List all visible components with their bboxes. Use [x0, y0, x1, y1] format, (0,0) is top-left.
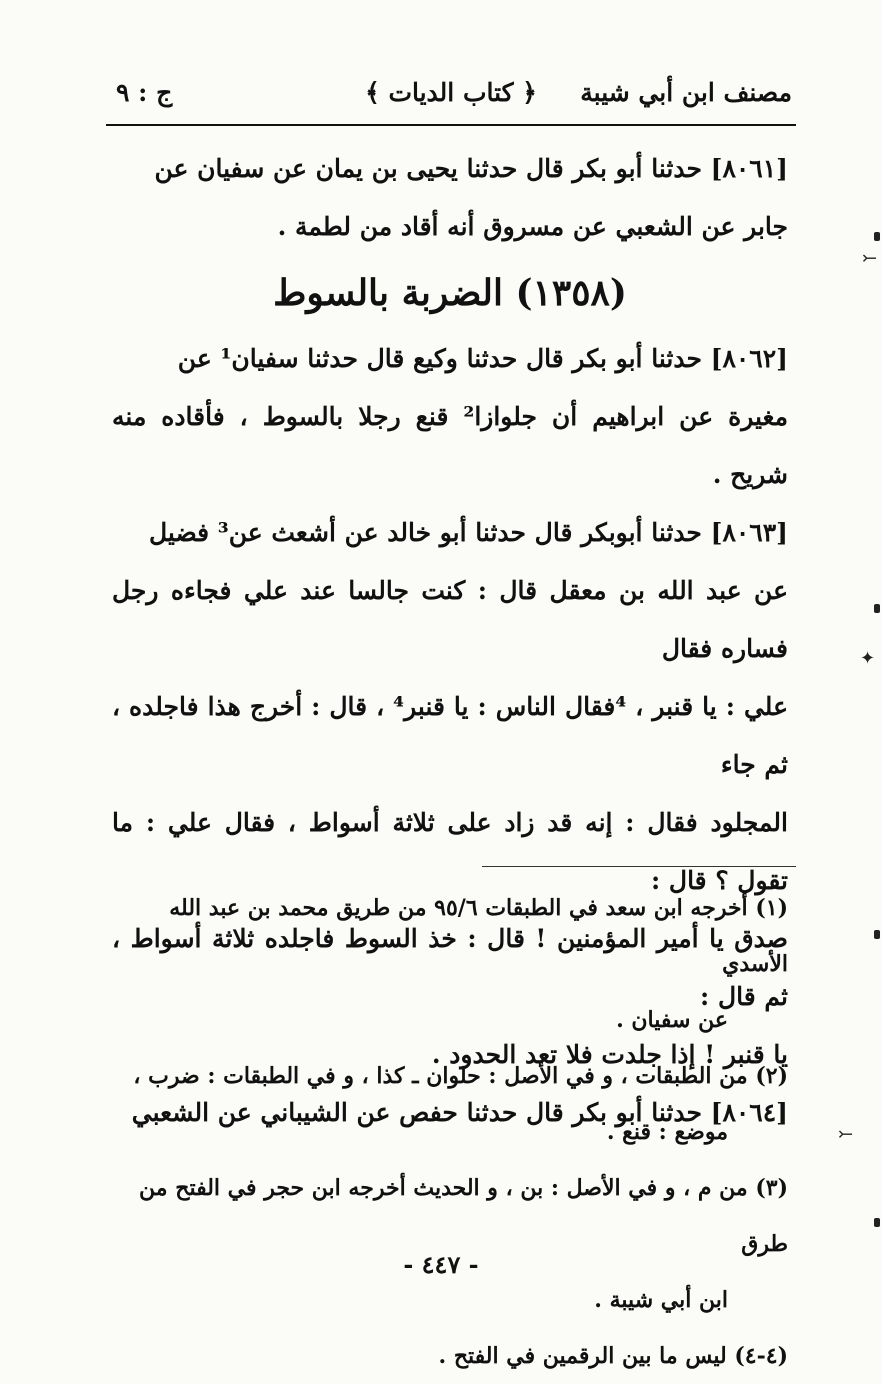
- hadith-8061-line: [٨٠٦١] حدثنا أبو بكر قال حدثنا يحيى بن يمان عن سفيان عن: [154, 154, 788, 183]
- scan-speck-icon: ⤚: [862, 248, 878, 269]
- book-title: مصنف ابن أبي شيبة: [580, 78, 792, 107]
- chapter-title: ﴿ كتاب الديات ﴾: [365, 78, 537, 107]
- hadith-8062-line: [٨٠٦٢] حدثنا أبو بكر قال حدثنا وكيع قال حدثنا سفيان¹ عن: [177, 344, 788, 373]
- footnote-4: (٤-٤) ليس ما بين الرقمين في الفتح .: [438, 1343, 788, 1369]
- footnote-3: (٣) من م ، و في الأصل : بن ، و الحديث أخرجه ابن حجر في الفتح من طرق: [139, 1175, 788, 1257]
- footnote-3-continuation: ابن أبي شيبة .: [594, 1287, 728, 1313]
- footnote-2-continuation: موضع : قنع .: [606, 1119, 728, 1145]
- header-rule: [106, 124, 796, 126]
- scan-speck-icon: ⤚: [838, 1124, 854, 1145]
- footnote-rule: [482, 866, 796, 867]
- hadith-8063-line: [٨٠٦٣] حدثنا أبوبكر قال حدثنا أبو خالد عن أشعث عن³ فضيل: [148, 518, 788, 547]
- footnote-2: (٢) من الطبقات ، و في الأصل : حلوان ـ كذا ، و في الطبقات : ضرب ،: [133, 1063, 788, 1089]
- page-number: - ٤٤٧ -: [403, 1250, 479, 1279]
- scan-mark: [874, 1218, 880, 1227]
- footnote-1-continuation: عن سفيان .: [616, 1007, 728, 1033]
- scan-mark: [874, 232, 880, 241]
- scan-mark: [874, 604, 880, 613]
- hadith-8063-line: المجلود فقال : إنه قد زاد على ثلاثة أسواط ، فقال علي : ما تقول ؟ قال :: [112, 808, 788, 895]
- hadith-8062-line: مغيرة عن ابراهيم أن جلوازا² قنع رجلا بالسوط ، فأقاده منه شريح .: [112, 402, 788, 489]
- hadith-8063-line: صدق يا أمير المؤمنين ! قال : خذ السوط فاجلده ثلاثة أسواط ، ثم قال :: [112, 924, 788, 1011]
- hadith-8064-line: [٨٠٦٤] حدثنا أبو بكر قال حدثنا حفص عن الشيباني عن الشعبي: [131, 1098, 788, 1127]
- hadith-8061-line: جابر عن الشعبي عن مسروق أنه أقاد من لطمة .: [277, 212, 788, 241]
- running-header: [108, 70, 794, 122]
- scan-speck-icon: ✦: [860, 648, 876, 669]
- hadith-8063-line: علي : يا قنبر ، ⁴فقال الناس : يا قنبر⁴ ، قال : أخرج هذا فاجلده ، ثم جاء: [112, 692, 788, 779]
- footnote-1: (١) أخرجه ابن سعد في الطبقات ٩٥/٦ من طريق محمد بن عبد الله الأسدي: [169, 895, 788, 977]
- footnotes: [112, 880, 788, 1384]
- hadith-8063-line: عن عبد الله بن معقل قال : كنت جالسا عند علي فجاءه رجل فساره فقال: [112, 576, 788, 663]
- section-heading: (١٣٥٨) الضربة بالسوط: [273, 272, 627, 314]
- volume-number: ج : ٩: [116, 78, 173, 107]
- hadith-8063-line: يا قنبر ! إذا جلدت فلا تعد الحدود .: [431, 1040, 788, 1069]
- scan-mark: [874, 930, 880, 939]
